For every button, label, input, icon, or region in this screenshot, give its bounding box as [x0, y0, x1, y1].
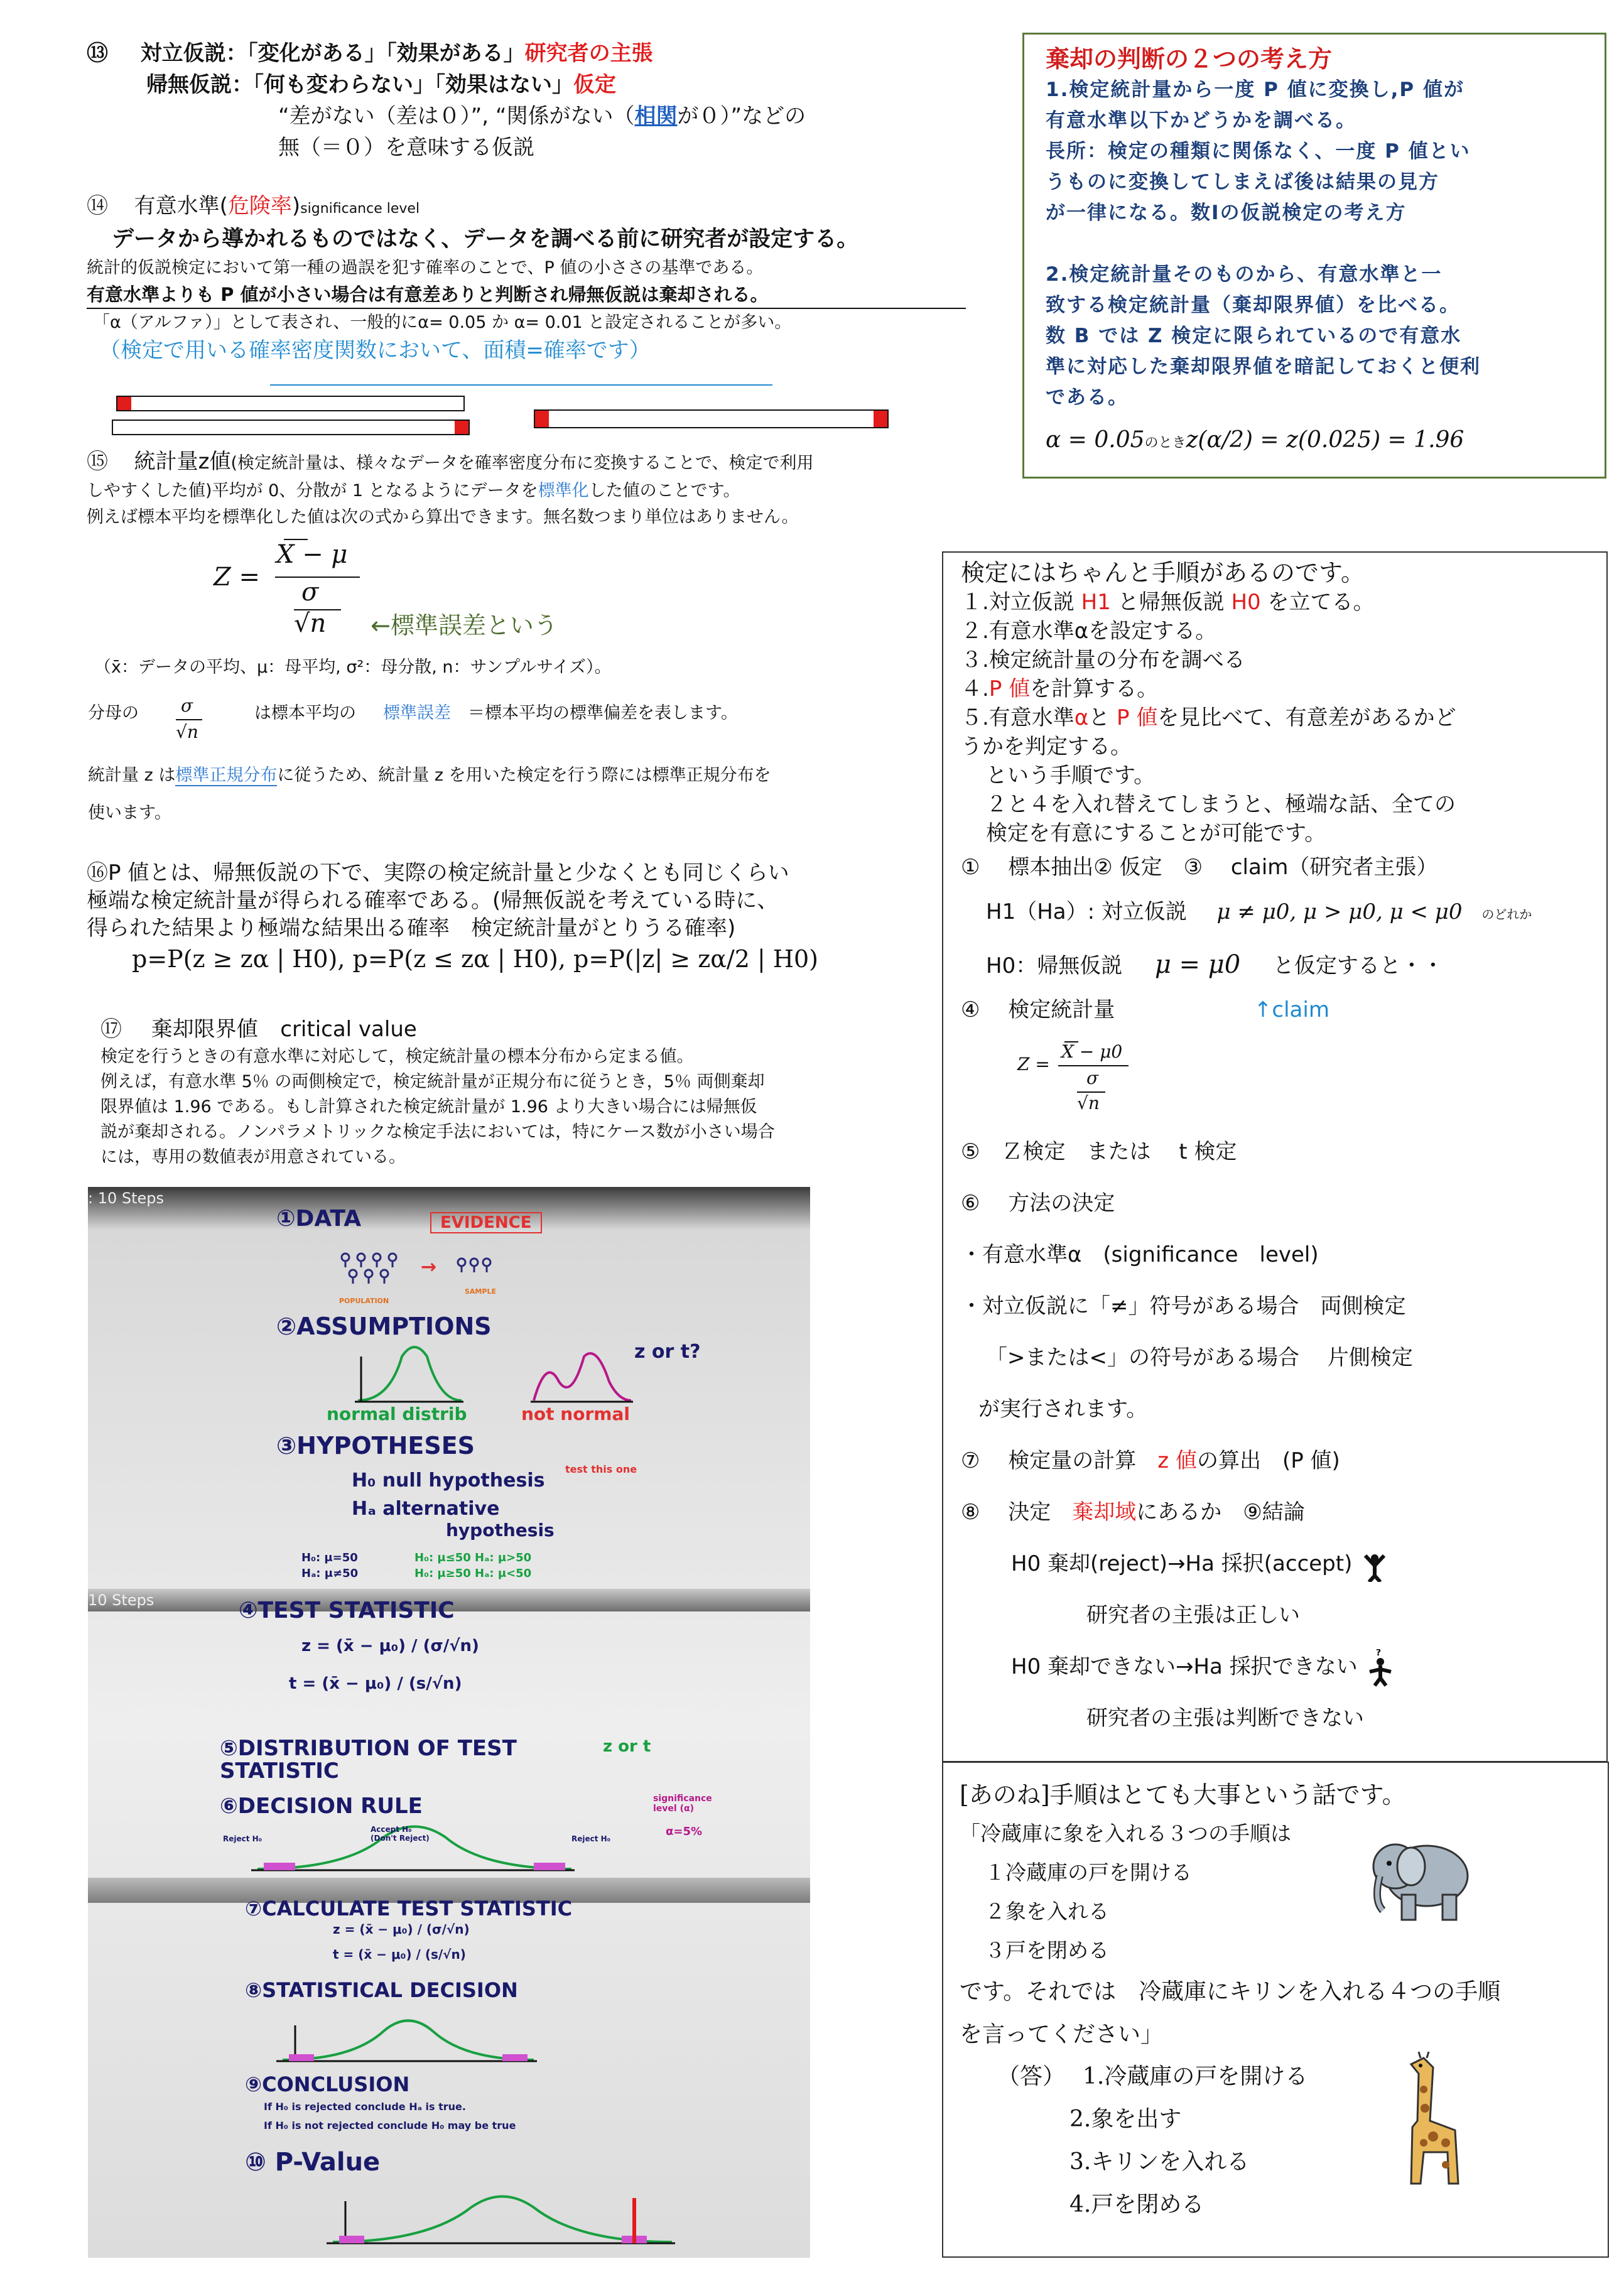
notes-accept-h0: Accept H₀ (Don't Reject)	[371, 1825, 430, 1843]
rejection-box-l6: 2.検定統計量そのものから、有意水準と一	[1046, 263, 1443, 286]
giraffe-icon	[1386, 2052, 1468, 2192]
procedure-q10: が実行されます。	[978, 1397, 1148, 1422]
procedure-q1: ① 標本抽出② 仮定 ③ claim（研究者主張）	[961, 855, 1438, 880]
section-14-number: ⑭	[87, 193, 108, 219]
s15-denom-top: σ	[181, 695, 193, 716]
procedure-p8: 検定を有意にすることが可能です。	[986, 821, 1326, 846]
notes-alt-hypothesis: Hₐ alternative	[352, 1498, 500, 1520]
section-13-number: ⑬	[87, 41, 108, 66]
notes-test-this: test this one	[565, 1463, 637, 1475]
notes-ex1: H₀: μ=50	[301, 1551, 358, 1564]
section-14	[87, 192, 997, 364]
critical-formula-b: z(α/2) = z(0.025) = 1.96	[1186, 427, 1464, 453]
s17-line3: 限界値は 1.96 である。もし計算された検定統計量が 1.96 より大きい場合には帰無仮	[100, 1097, 757, 1117]
s14-line4-underline	[270, 384, 772, 386]
standardization-link[interactable]: 標準化	[538, 481, 589, 501]
alt-hypothesis-text: ：「変化がある」「効果がある」	[225, 41, 525, 66]
s15-line5b: に従うため、統計量 z を用いた検定を行う際には標準正規分布を	[277, 766, 771, 785]
s16-line1: P 値とは、帰無仮説の下で、実際の検定統計量と少なくとも同じくらい	[108, 860, 789, 885]
rejection-box-l5: が一律になる。数Ⅰの仮説検定の考え方	[1046, 202, 1407, 224]
procedure-q6: ⑥ 方法の決定	[961, 1191, 1115, 1216]
procedure-step3: ３.検定統計量の分布を調べる	[961, 647, 1245, 673]
anone-l9: 2.象を出す	[1069, 2106, 1182, 2132]
procedure-box	[942, 551, 1608, 1762]
rejection-box-l7: 致する検定統計量（棄却限界値）を比べる。	[1046, 294, 1460, 317]
anone-l8: （答） 1.冷蔵庫の戸を開ける	[997, 2064, 1308, 2089]
notes-step9-a: If H₀ is rejected conclude Hₐ is true.	[264, 2101, 466, 2113]
s15-denom-b: は標本平均の	[254, 703, 356, 723]
two-sided-bar	[534, 409, 889, 428]
one-sided-right-bar	[116, 396, 465, 411]
rejection-box-l4: うものに変換してしまえば後は結果の見方	[1046, 171, 1439, 193]
elephant-icon	[1367, 1832, 1474, 1929]
section-16	[87, 859, 997, 942]
s14-line2: 有意水準よりも P 値が小さい場合は有意差ありと判断され帰無仮説は棄却される。	[87, 281, 966, 309]
correlation-link[interactable]: 相関	[634, 104, 678, 129]
s14-title-a: 有意水準(	[134, 193, 228, 219]
notes-ex2: Hₐ: μ≠50	[301, 1567, 359, 1580]
procedure-q2: H1（Ha）: 対立仮説 μ ≠ μ0, μ > μ0, μ < μ0 のどれか	[986, 899, 1532, 924]
s15-denom-c: ＝標本平均の標準偏差を表します。	[468, 703, 738, 723]
notes-step4: ④TEST STATISTIC	[239, 1598, 455, 1623]
statistical-decision-curve	[276, 2013, 540, 2069]
s15-denom-a: 分母の	[88, 703, 139, 723]
s15-title: 統計量z値	[134, 449, 231, 474]
section-15-number: ⑮	[87, 449, 108, 474]
s17-line5: には，専用の数値表が用意されている。	[100, 1147, 406, 1167]
procedure-title: 検定にはちゃんと手順があるのです。	[961, 559, 1365, 587]
notes-top-label: : 10 Steps	[88, 1189, 165, 1207]
s14-line4: （検定で用いる確率密度関数において、面積=確率です）	[99, 338, 651, 363]
section-15	[87, 447, 997, 531]
critical-value-formula	[1046, 427, 1583, 453]
z-formula-sigma: σ	[301, 578, 319, 607]
s15-title-small: (検定統計量は、様々なデータを確率密度分布に変換することで、検定で利用	[230, 453, 814, 473]
z-formula-sqrt: √n	[294, 609, 327, 638]
rejection-box-title: 棄却の判断の２つの考え方	[1046, 45, 1333, 73]
null-hypothesis-label: 帰無仮説	[146, 72, 232, 97]
notes-reject-h0-left: Reject H₀	[223, 1834, 262, 1843]
not-normal-curve-icon	[528, 1344, 634, 1409]
procedure-q11: ⑦ 検定量の計算 z 値の算出 (P 値)	[961, 1448, 1340, 1473]
s14-title-b: )	[291, 193, 301, 219]
s15-line2b: した値のことです。	[588, 481, 740, 501]
notes-mid-label: 10 Steps	[88, 1591, 154, 1609]
rejection-box-l8: 数 B では Z 検定に限られているので有意水	[1046, 325, 1462, 347]
rejection-box-l2: 有意水準以下かどうかを調べる。	[1046, 109, 1356, 132]
notes-step4-z: z = (x̄ − μ₀) / (σ/√n)	[301, 1637, 479, 1655]
notes-alpha: α=5%	[666, 1825, 703, 1838]
notes-population: POPULATION	[339, 1297, 389, 1305]
section-16-number: ⑯	[87, 860, 108, 885]
notes-step1: ①DATA	[276, 1206, 362, 1232]
rejection-box-l1: 1.検定統計量から一度 P 値に変換し,P 値が	[1046, 79, 1464, 101]
notes-sig-level: significance level (α)	[653, 1794, 712, 1814]
procedure-step4: ４.P 値を計算する。	[961, 676, 1159, 701]
s14-title-small: significance level	[300, 201, 420, 217]
notes-step7: ⑦CALCULATE TEST STATISTIC	[245, 1897, 573, 1920]
null-line2-a: “差がない（差は０）”, “関係がない（	[278, 104, 635, 129]
anone-l5: ３戸を閉める	[985, 1938, 1109, 1963]
notes-ex3: H₀: μ≤50 Hₐ: μ>50	[414, 1551, 532, 1564]
notes-panel-3	[88, 1897, 810, 2258]
anone-l11: 4.戸を閉める	[1069, 2192, 1204, 2218]
anone-l6: です。それでは 冷蔵庫にキリンを入れる４つの手順	[960, 1979, 1501, 2005]
anone-l10: 3.キリンを入れる	[1069, 2149, 1250, 2175]
ten-steps-notes-image	[88, 1187, 810, 2258]
notes-step4-t: t = (x̄ − μ₀) / (s/√n)	[289, 1674, 462, 1693]
notes-alt-hypothesis-2: hypothesis	[446, 1520, 555, 1541]
s15-legend: （x̄：データの平均、μ：母平均, σ²：母分散, n：サンプルサイズ）。	[94, 658, 612, 677]
notes-normal-distrib: normal distrib	[327, 1404, 467, 1424]
person-celebrating-icon	[1359, 1549, 1390, 1581]
notes-reject-h0-right: Reject H₀	[571, 1834, 610, 1843]
anone-box	[942, 1762, 1609, 2258]
rejection-box-l10: である。	[1046, 386, 1129, 409]
s16-line2: 極端な検定統計量が得られる確率である。(帰無仮説を考えている時に、	[87, 888, 779, 913]
normal-curve-icon	[352, 1344, 465, 1409]
s14-title-red: 危険率	[227, 193, 292, 219]
z-formula-lhs: Z =	[214, 563, 261, 592]
procedure-q13: H0 棄却(reject)→Ha 採択(accept)	[961, 1538, 1589, 1589]
procedure-step5: ５.有意水準αと P 値を見比べて、有意差があるかど	[961, 705, 1456, 730]
procedure-step5-cont: うかを判定する。	[961, 734, 1132, 759]
notes-arrow: →	[421, 1256, 437, 1278]
standard-error-note: ←標準誤差という	[371, 612, 558, 639]
procedure-q14: 研究者の主張は正しい	[1086, 1603, 1300, 1628]
notes-ex4: H₀: μ≥50 Hₐ: μ<50	[414, 1567, 532, 1580]
section-13	[87, 38, 966, 163]
procedure-q15: H0 棄却できない→Ha 採択できない ?	[961, 1641, 1589, 1692]
procedure-q4: ④ 検定統計量 ↑claim	[961, 997, 1329, 1022]
anone-l3: １冷蔵庫の戸を開ける	[985, 1860, 1192, 1885]
s15-line5a: 統計量 z は	[88, 766, 176, 785]
anone-l2: 「冷蔵庫に象を入れる３つの手順は	[960, 1821, 1291, 1846]
notes-step6: ⑥DECISION RULE	[220, 1794, 423, 1819]
procedure-q9: 「>または<」の符号がある場合 片側検定	[986, 1345, 1413, 1370]
procedure-p7: ２と４を入れ替えてしまうと、極端な話、全ての	[986, 792, 1456, 817]
anone-l4: ２象を入れる	[985, 1899, 1109, 1924]
s14-bold-line: データから導かれるものではなく、データを調べる前に研究者が設定する。	[112, 227, 859, 252]
procedure-q8: ・対立仮説に「≠」符号がある場合 両側検定	[961, 1294, 1406, 1319]
notes-step8: ⑧STATISTICAL DECISION	[245, 1978, 518, 2002]
notes-step9-b: If H₀ is not rejected conclude H₀ may be true	[264, 2120, 516, 2131]
notes-step9: ⑨CONCLUSION	[245, 2072, 410, 2096]
null-hypothesis-red: 仮定	[573, 72, 616, 97]
procedure-p6: という手順です。	[986, 763, 1156, 788]
s17-title-en: critical value	[280, 1017, 417, 1042]
person-question-icon	[1365, 1649, 1396, 1687]
standard-normal-link[interactable]: 標準正規分布	[175, 766, 278, 785]
notes-sample: SAMPLE	[465, 1287, 496, 1296]
section-17-number: ⑰	[100, 1017, 122, 1042]
notes-step7-z: z = (x̄ − μ₀) / (σ/√n)	[333, 1922, 470, 1937]
alt-hypothesis-label: 対立仮説	[140, 41, 226, 66]
notes-z-or-t: z or t?	[634, 1341, 701, 1363]
anone-l1: [あのね]手順はとても大事という話です。	[960, 1781, 1406, 1809]
null-hypothesis-text: ：「何も変わらない」「効果はない」	[232, 72, 573, 97]
critical-formula-small: のとき	[1144, 435, 1186, 451]
p-value-formula: p=P(z ≥ zα | H0), p=P(z ≤ zα | H0), p=P(|z| ≥ zα/2 | H0)	[132, 945, 818, 973]
section-17	[100, 1014, 980, 1170]
s17-line1: 検定を行うときの有意水準に対応して，検定統計量の標本分布から定まる値。	[100, 1047, 694, 1066]
p-value-curve	[327, 2185, 678, 2251]
procedure-q7: ・有意水準α (significance level)	[961, 1242, 1319, 1267]
notes-null-hypothesis: H₀ null hypothesis	[352, 1470, 545, 1492]
s15-line3: 例えば標本平均を標準化した値は次の式から算出できます。無名数つまり単位はありません。	[87, 507, 799, 527]
z-formula-numerator: X − μ	[276, 540, 348, 569]
notes-step5: ⑤DISTRIBUTION OF TEST STATISTIC	[220, 1736, 517, 1784]
procedure-q3: H0：帰無仮説 μ = μ0 と仮定すると・・	[986, 950, 1444, 979]
standard-error-link[interactable]: 標準誤差	[383, 703, 451, 723]
procedure-q5: ⑤ Ｚ検定 または t 検定	[961, 1139, 1237, 1164]
notes-evidence: EVIDENCE	[430, 1212, 542, 1233]
notes-panel-1	[88, 1187, 810, 1589]
rejection-box-l3: 長所：検定の種類に関係なく、一度 P 値とい	[1046, 140, 1471, 163]
s15-line2a: しやすくした値)平均が 0、分散が 1 となるようにデータを	[87, 481, 538, 501]
alt-hypothesis-red: 研究者の主張	[524, 41, 653, 66]
notes-not-normal: not normal	[521, 1404, 630, 1424]
null-line3: 無（＝０）を意味する仮説	[278, 135, 534, 160]
population-icon	[333, 1250, 408, 1296]
procedure-q16: 研究者の主張は判断できない	[1086, 1706, 1364, 1731]
critical-formula-a: α = 0.05	[1046, 427, 1145, 453]
s17-line2: 例えば，有意水準 5％ の両側検定で，検定統計量が正規分布に従うとき，5％ 両側棄却	[100, 1072, 765, 1091]
s14-line3: 「α（アルファ）」として表され、一般的にα= 0.05 か α= 0.01 と設定されることが多い。	[93, 313, 792, 332]
one-sided-left-bar	[112, 420, 470, 435]
rejection-decision-box	[1022, 33, 1606, 479]
s17-title: 棄却限界値	[151, 1017, 258, 1042]
s15-denom-bot: √n	[176, 722, 198, 742]
notes-step7-t: t = (x̄ − μ₀) / (s/√n)	[333, 1947, 466, 1962]
rejection-box-l9: 準に対応した棄却限界値を暗記しておくと便利	[1046, 355, 1481, 378]
s15-denominator-line	[88, 694, 967, 754]
notes-step2: ②ASSUMPTIONS	[276, 1313, 492, 1340]
s15-line6: 使います。	[88, 803, 171, 823]
s17-line4: 説が棄却される。ノンパラメトリックな検定手法においては，特にケース数が小さい場合	[100, 1122, 775, 1142]
notes-step10: ⑩ P-Value	[245, 2148, 381, 2177]
procedure-step1: １.対立仮説 H1 と帰無仮説 H0 を立てる。	[961, 590, 1375, 615]
s16-line3: 得られた結果より極端な結果出る確率 検定統計量がとりうる確率)	[87, 916, 736, 941]
notes-step5-zt: z or t	[603, 1737, 651, 1756]
svg-text:?: ?	[1375, 1649, 1381, 1658]
null-line2-b: が０）”などの	[677, 104, 806, 129]
s14-line1: 統計的仮説検定において第一種の過誤を犯す確率のことで、P 値の小ささの基準である。	[87, 258, 764, 278]
sample-icon	[452, 1253, 496, 1287]
s15-line5-block	[88, 757, 980, 832]
procedure-q12: ⑧ 決定 棄却域にあるか ⑨結論	[961, 1500, 1305, 1525]
notes-step3: ③HYPOTHESES	[276, 1432, 475, 1459]
procedure-z-formula: Z = X − μ0 σ √n	[961, 1029, 1589, 1126]
anone-l7: を言ってください」	[960, 2022, 1164, 2047]
procedure-step2: ２.有意水準αを設定する。	[961, 619, 1217, 644]
